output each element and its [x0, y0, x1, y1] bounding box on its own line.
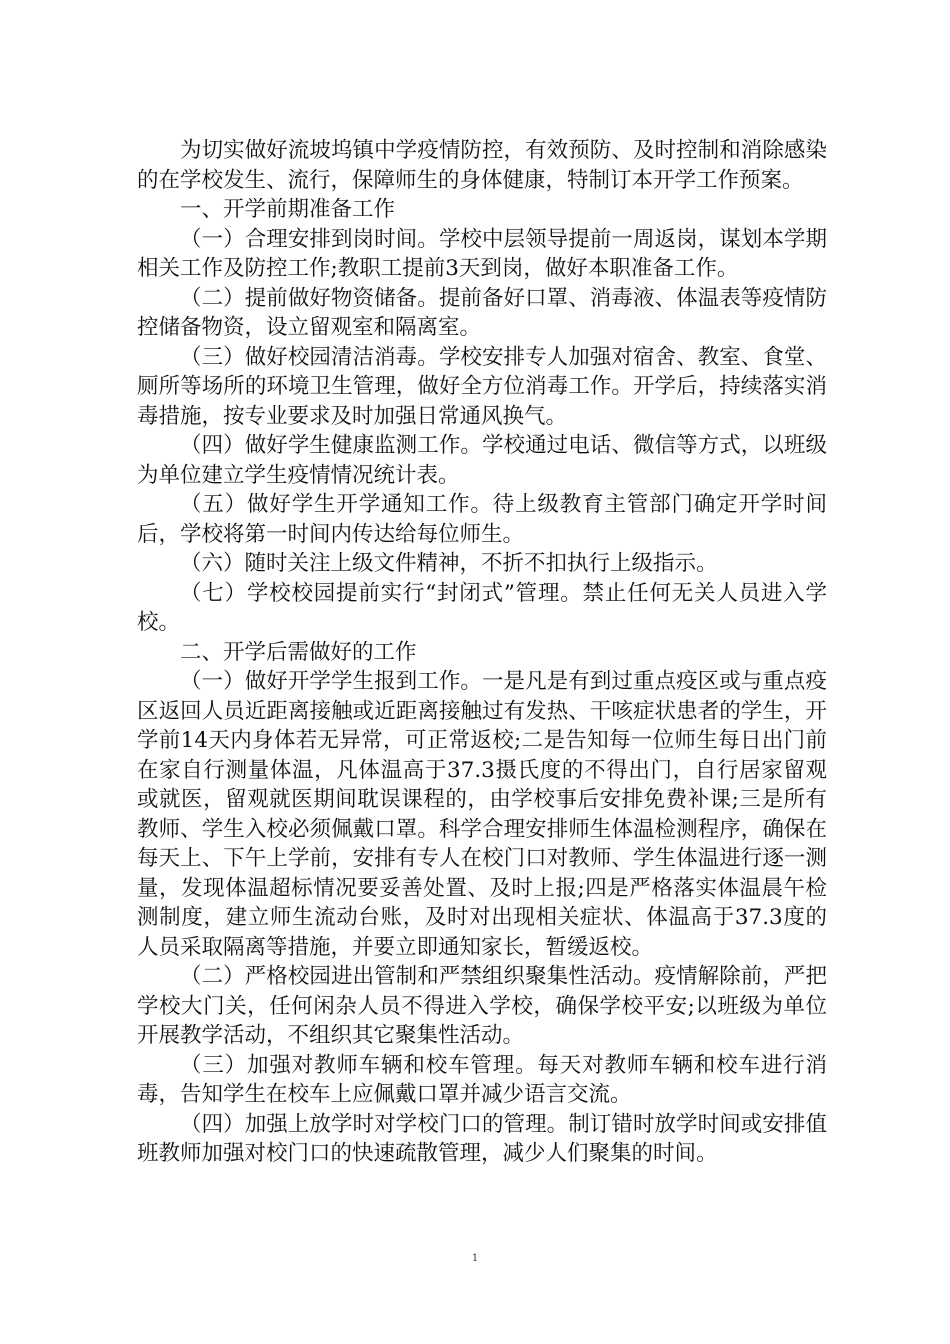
document-body [137, 136, 827, 1169]
section-heading-1: 一、开学前期准备工作 [180, 197, 396, 222]
paragraph-1-6: （六）随时关注上级文件精神，不折不扣执行上级指示。 [180, 551, 718, 576]
paragraph-2-4: （四）加强上放学时对学校门口的管理。制订错时放学时间或安排值班教师加强对校门口的快速疏散管理，减少人们聚集的时间。 [137, 1111, 827, 1166]
paragraph-1-2: （二）提前做好物资储备。提前备好口罩、消毒液、体温表等疫情防控储备物资，设立留观室和隔离室。 [137, 285, 827, 340]
paragraph-1-3: （三）做好校园清洁消毒。学校安排专人加强对宿舍、教室、食堂、厕所等场所的环境卫生管理，做好全方位消毒工作。开学后，持续落实消毒措施，按专业要求及时加强日常通风换气。 [137, 344, 827, 429]
paragraph-1-4: （四）做好学生健康监测工作。学校通过电话、微信等方式，以班级为单位建立学生疫情情况统计表。 [137, 433, 827, 488]
paragraph-2-1: （一）做好开学学生报到工作。一是凡是有到过重点疫区或与重点疫区返回人员近距离接触或近距离接触过有发热、干咳症状患者的学生，开学前14天内身体若无异常，可正常返校;二是告知每一位师生每日出门前在家自行测量体温，凡体温高于37.3摄氏度的不得出门，自行居家留观或就医，留观就医期间耽误课程的，由学校事后安排免费补课;三是所有教师、学生入校必须佩戴口罩。科学合理安排师生体温检测程序，确保在每天上、下午上学前，安排有专人在校门口对教师、学生体温进行逐一测量，发现体温超标情况要妥善处置、及时上报;四是严格落实体温晨午检测制度，建立师生流动台账，及时对出现相关症状、体温高于37.3度的人员采取隔离等措施，并要立即通知家长，暂缓返校。 [137, 669, 827, 960]
paragraph-1-7: （七）学校校园提前实行“封闭式”管理。禁止任何无关人员进入学校。 [137, 580, 827, 635]
paragraph-2-3: （三）加强对教师车辆和校车管理。每天对教师车辆和校车进行消毒，告知学生在校车上应佩戴口罩并减少语言交流。 [137, 1052, 827, 1107]
section-heading-2: 二、开学后需做好的工作 [180, 639, 417, 665]
page-number: 1 [471, 1253, 479, 1264]
paragraph-1-5: （五）做好学生开学通知工作。待上级教育主管部门确定开学时间后，学校将第一时间内传达给每位师生。 [137, 492, 827, 547]
paragraph-2-2: （二）严格校园进出管制和严禁组织聚集性活动。疫情解除前，严把学校大门关，任何闲杂人员不得进入学校，确保学校平安;以班级为单位开展教学活动，不组织其它聚集性活动。 [137, 964, 827, 1048]
intro-paragraph: 为切实做好流坡坞镇中学疫情防控，有效预防、及时控制和消除感染的在学校发生、流行，保障师生的身体健康，特制订本开学工作预案。 [137, 138, 827, 193]
paragraph-1-1: （一）合理安排到岗时间。学校中层领导提前一周返岗，谋划本学期相关工作及防控工作;教职工提前3天到岗，做好本职准备工作。 [137, 226, 827, 281]
